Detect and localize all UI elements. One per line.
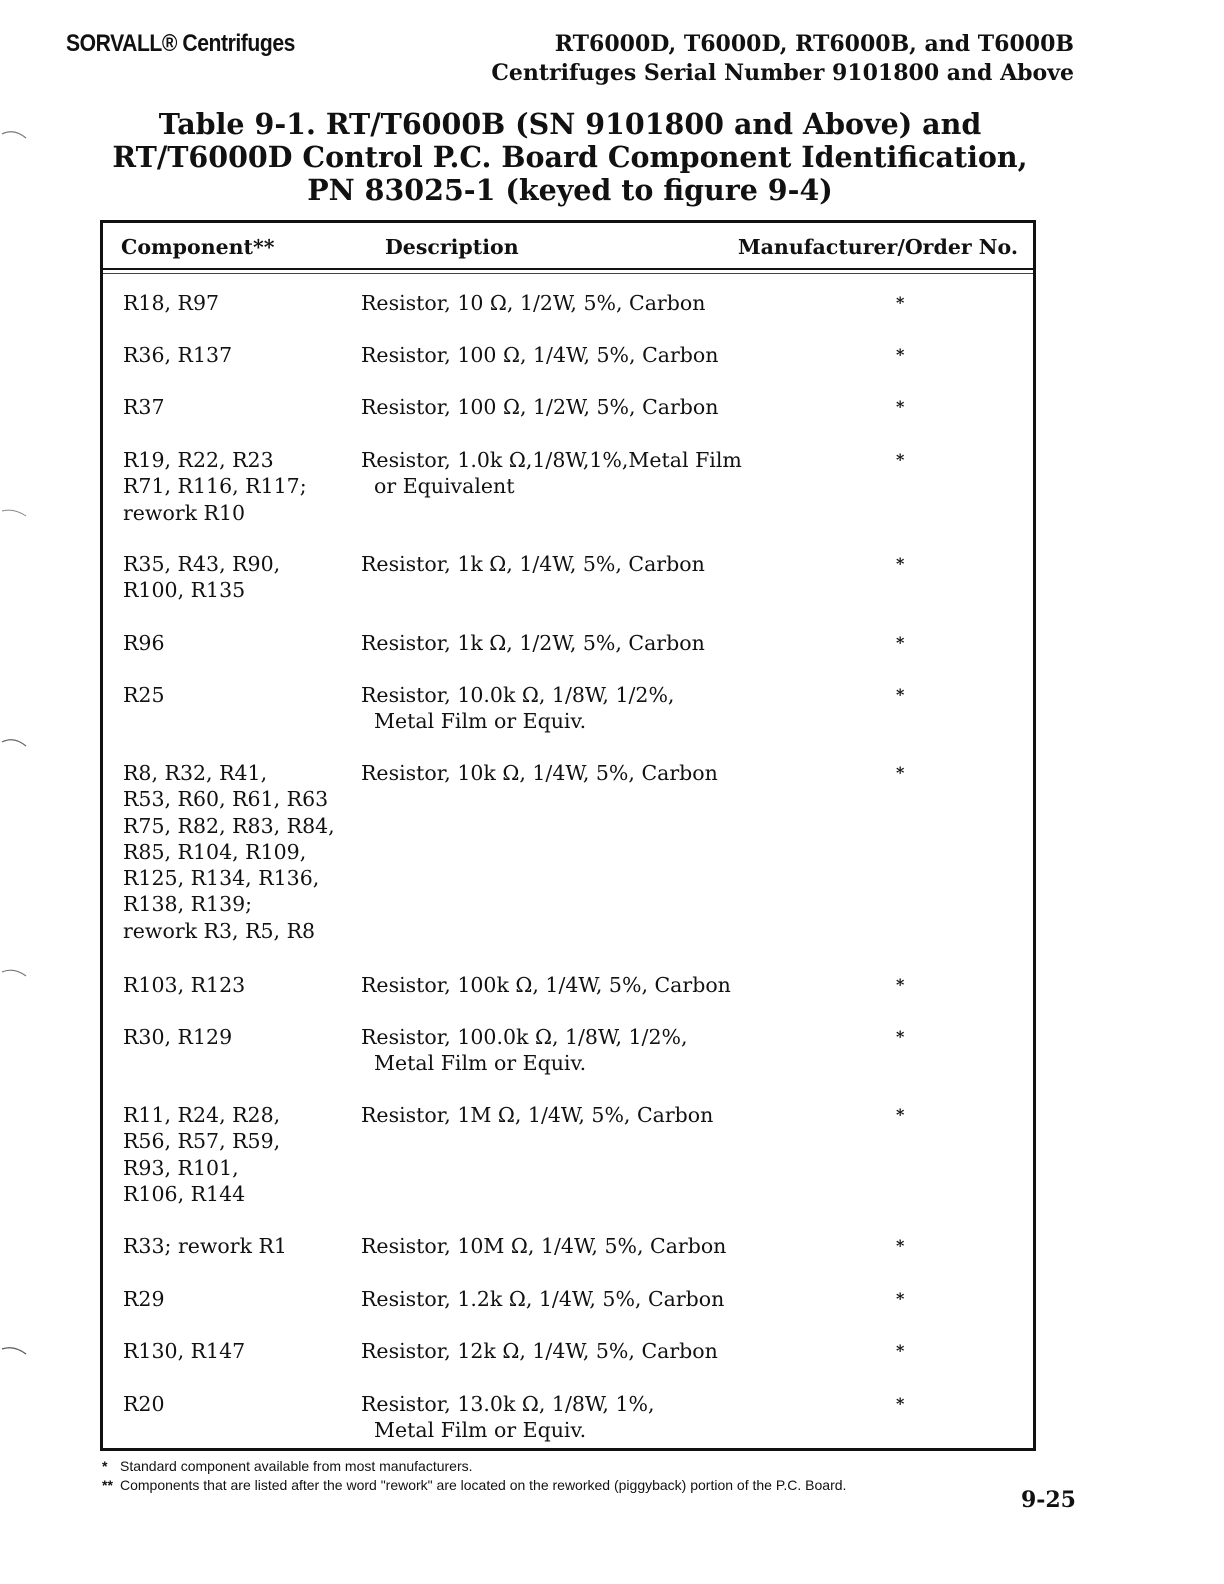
description-cell: Resistor, 1.2k Ω, 1/4W, 5%, Carbon bbox=[361, 1287, 725, 1311]
table-title-line-2: RT/T6000D Control P.C. Board Component Identification, bbox=[112, 140, 1028, 174]
manufacturer-cell: * bbox=[896, 293, 905, 312]
description-cell: Resistor, 1M Ω, 1/4W, 5%, Carbon bbox=[361, 1103, 714, 1127]
description-cell: Resistor, 10 Ω, 1/2W, 5%, Carbon bbox=[361, 291, 706, 315]
description-cell: Resistor, 100 Ω, 1/2W, 5%, Carbon bbox=[361, 395, 719, 419]
component-cell: R20 bbox=[123, 1392, 165, 1416]
component-cell: R96 bbox=[123, 631, 165, 655]
manufacturer-cell: * bbox=[896, 450, 905, 469]
description-cell: Resistor, 100k Ω, 1/4W, 5%, Carbon bbox=[361, 973, 731, 997]
table-footnotes bbox=[102, 1457, 846, 1495]
manual-brand-header: SORVALL® Centrifuges bbox=[66, 30, 295, 57]
footnote-text: Standard component available from most manufacturers. bbox=[120, 1458, 473, 1474]
manufacturer-cell: * bbox=[896, 685, 905, 704]
manufacturer-cell: * bbox=[896, 1027, 905, 1046]
table-title-line-1: Table 9-1. RT/T6000B (SN 9101800 and Above) and bbox=[158, 107, 982, 141]
document-header bbox=[491, 30, 1074, 88]
manufacturer-cell: * bbox=[896, 1289, 905, 1308]
component-cell: R11, R24, R28, R56, R57, R59, R93, R101, R106, R144 bbox=[123, 1103, 281, 1206]
description-cell: Resistor, 10k Ω, 1/4W, 5%, Carbon bbox=[361, 761, 718, 785]
component-cell: R35, R43, R90, R100, R135 bbox=[123, 552, 281, 603]
description-cell: Resistor, 1.0k Ω,1/8W,1%,Metal Film or Equivalent bbox=[361, 448, 742, 499]
component-cell: R29 bbox=[123, 1287, 165, 1311]
header-divider bbox=[103, 273, 1033, 274]
component-cell: R18, R97 bbox=[123, 291, 220, 315]
footnote-marker: ** bbox=[102, 1477, 113, 1493]
scan-artifact bbox=[0, 1342, 28, 1356]
description-cell: Resistor, 1k Ω, 1/2W, 5%, Carbon bbox=[361, 631, 705, 655]
column-header-description: Description bbox=[385, 235, 519, 259]
header-models: RT6000D, T6000D, RT6000B, and T6000B bbox=[554, 31, 1074, 57]
table-title-line-3: PN 83025-1 (keyed to figure 9-4) bbox=[307, 173, 833, 207]
description-cell: Resistor, 1k Ω, 1/4W, 5%, Carbon bbox=[361, 552, 705, 576]
component-cell: R30, R129 bbox=[123, 1025, 233, 1049]
page-number: 9-25 bbox=[1020, 1487, 1076, 1513]
description-cell: Resistor, 12k Ω, 1/4W, 5%, Carbon bbox=[361, 1339, 718, 1363]
column-header-component: Component** bbox=[121, 235, 275, 259]
manufacturer-cell: * bbox=[896, 345, 905, 364]
component-cell: R130, R147 bbox=[123, 1339, 246, 1363]
component-cell: R8, R32, R41, R53, R60, R61, R63 R75, R82, R83, R84, R85, R104, R109, R125, R134, R136, R138, R139; rework R3, R5, R8 bbox=[123, 761, 335, 943]
scan-artifact bbox=[0, 734, 28, 748]
description-cell: Resistor, 100.0k Ω, 1/8W, 1/2%, Metal Film or Equiv. bbox=[361, 1025, 688, 1076]
component-cell: R37 bbox=[123, 395, 165, 419]
footnote-text: Components that are listed after the word "rework" are located on the reworked (piggyback) portion of the P.C. Board. bbox=[120, 1477, 847, 1493]
manufacturer-cell: * bbox=[896, 1394, 905, 1413]
component-cell: R19, R22, R23 R71, R116, R117; rework R10 bbox=[123, 448, 307, 525]
column-header-manufacturer: Manufacturer/Order No. bbox=[737, 235, 1018, 259]
header-serial-range: Centrifuges Serial Number 9101800 and Above bbox=[491, 60, 1074, 86]
scan-artifact bbox=[0, 965, 28, 979]
manufacturer-cell: * bbox=[896, 975, 905, 994]
table-header-row bbox=[103, 223, 1033, 270]
footnote-marker: * bbox=[102, 1458, 108, 1474]
scan-artifact bbox=[0, 126, 28, 140]
manufacturer-cell: * bbox=[896, 1105, 905, 1124]
component-cell: R36, R137 bbox=[123, 343, 233, 367]
manufacturer-cell: * bbox=[896, 633, 905, 652]
table-title bbox=[100, 108, 1040, 207]
manufacturer-cell: * bbox=[896, 1341, 905, 1360]
description-cell: Resistor, 10M Ω, 1/4W, 5%, Carbon bbox=[361, 1234, 727, 1258]
footnote-standard-component bbox=[102, 1457, 846, 1476]
description-cell: Resistor, 100 Ω, 1/4W, 5%, Carbon bbox=[361, 343, 719, 367]
footnote-rework bbox=[102, 1476, 846, 1495]
manufacturer-cell: * bbox=[896, 397, 905, 416]
description-cell: Resistor, 10.0k Ω, 1/8W, 1/2%, Metal Film or Equiv. bbox=[361, 683, 675, 734]
manufacturer-cell: * bbox=[896, 763, 905, 782]
component-cell: R103, R123 bbox=[123, 973, 246, 997]
component-cell: R33; rework R1 bbox=[123, 1234, 287, 1258]
component-cell: R25 bbox=[123, 683, 165, 707]
manufacturer-cell: * bbox=[896, 554, 905, 573]
scan-artifact bbox=[0, 505, 28, 519]
component-table bbox=[100, 220, 1036, 1451]
manufacturer-cell: * bbox=[896, 1236, 905, 1255]
description-cell: Resistor, 13.0k Ω, 1/8W, 1%, Metal Film or Equiv. bbox=[361, 1392, 655, 1443]
